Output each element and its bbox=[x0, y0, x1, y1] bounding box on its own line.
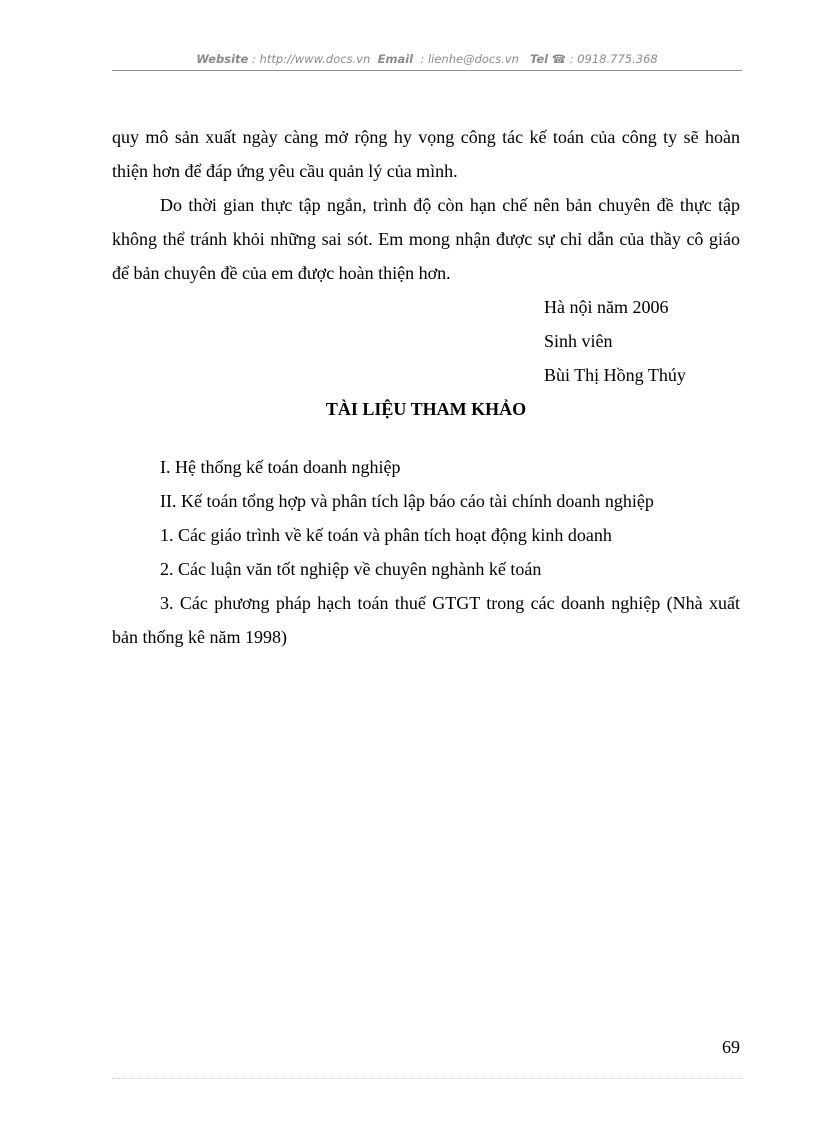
paragraph-apology: Do thời gian thực tập ngắn, trình độ còn hạn chế nên bản chuyên đề thực tập không thể tránh khỏi những sai sót. Em mong nhận được sự chỉ dẫn của thầy cô giáo để bản chuyên đề của em được hoàn thiện hơn. bbox=[112, 195, 740, 283]
document-body bbox=[112, 120, 740, 654]
email-value: : lienhe@docs.vn bbox=[420, 52, 519, 66]
reference-item: 1. Các giáo trình về kế toán và phân tích hoạt động kinh doanh bbox=[160, 525, 612, 545]
page-number: 69 bbox=[722, 1037, 740, 1057]
references-title: TÀI LIỆU THAM KHẢO bbox=[325, 399, 527, 419]
footer-divider bbox=[112, 1078, 742, 1079]
signature-name: Bùi Thị Hồng Thúy bbox=[544, 365, 686, 385]
phone-icon: ☎ bbox=[551, 52, 567, 66]
header-divider bbox=[112, 70, 742, 71]
reference-item: I. Hệ thống kế toán doanh nghiệp bbox=[160, 457, 401, 477]
page-header bbox=[112, 52, 742, 66]
website-label: Website bbox=[196, 52, 249, 66]
references-list bbox=[112, 450, 740, 654]
email-label: Email bbox=[377, 52, 414, 66]
paragraph-closing: quy mô sản xuất ngày càng mở rộng hy vọng công tác kế toán của công ty sẽ hoàn thiện hơn để đáp ứng yêu cầu quản lý của mình. bbox=[112, 127, 740, 181]
reference-item: II. Kế toán tổng hợp và phân tích lập báo cáo tài chính doanh nghiệp bbox=[160, 491, 654, 511]
signature-place-date: Hà nội năm 2006 bbox=[544, 297, 669, 317]
website-value: : http://www.docs.vn bbox=[252, 52, 371, 66]
reference-item: 3. Các phương pháp hạch toán thuế GTGT trong các doanh nghiệp (Nhà xuất bản thống kê năm 1998) bbox=[112, 593, 740, 647]
reference-item: 2. Các luận văn tốt nghiệp về chuyên nghành kế toán bbox=[160, 559, 542, 579]
signature-role: Sinh viên bbox=[544, 331, 613, 351]
tel-value: : 0918.775.368 bbox=[569, 52, 658, 66]
tel-label: Tel bbox=[529, 52, 549, 66]
signature-block bbox=[112, 290, 740, 392]
